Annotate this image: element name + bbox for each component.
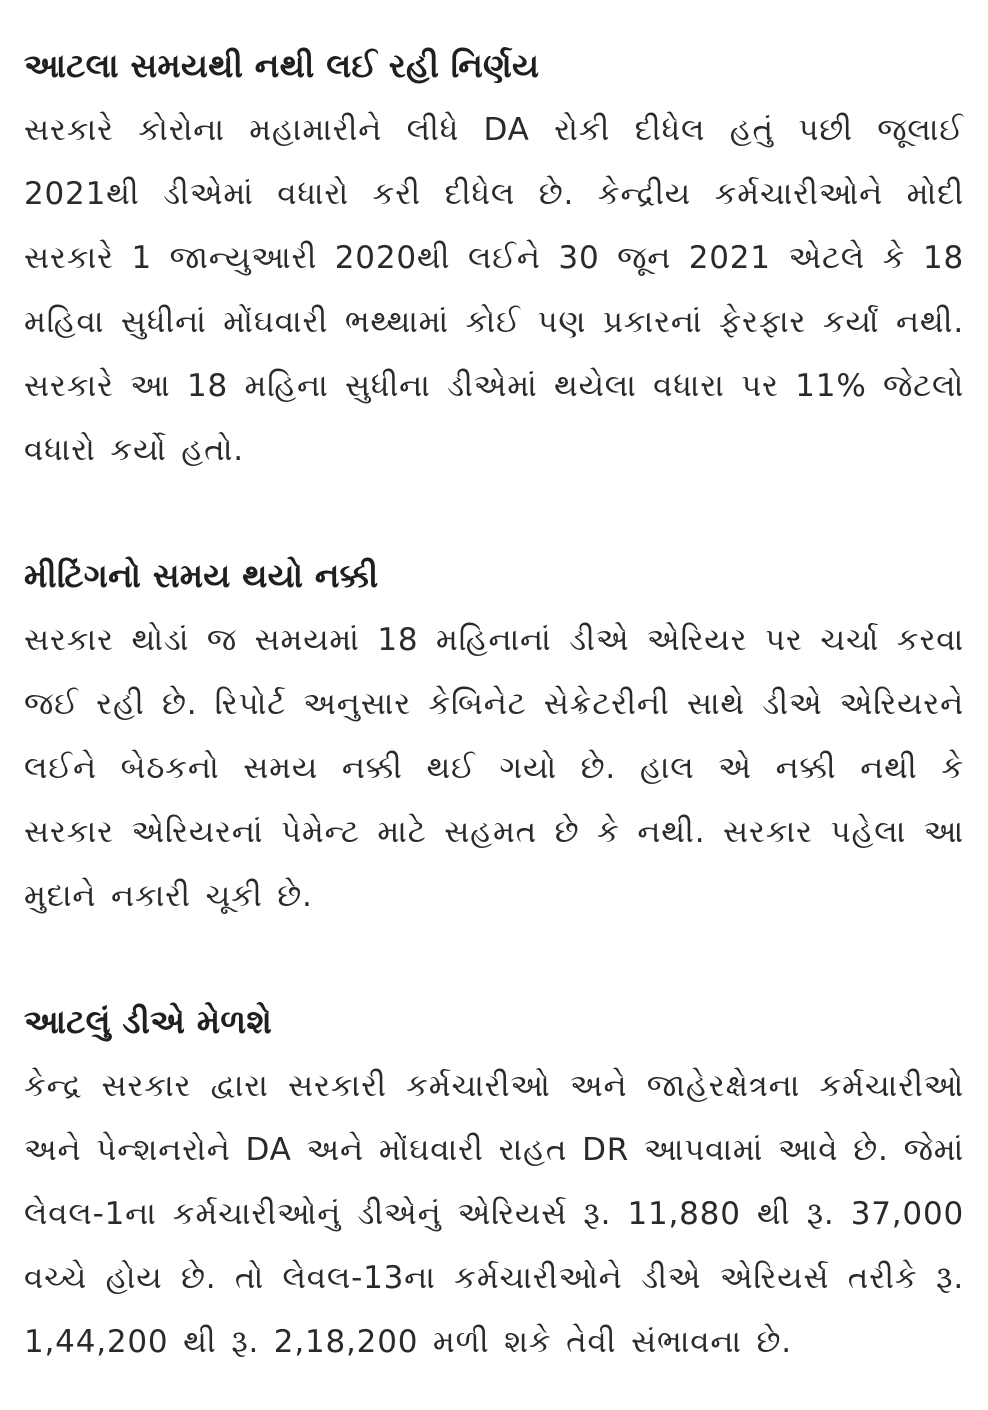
article-section-da-amount [24, 990, 964, 1374]
section-heading: આટલું ડીએ મેળશે [24, 1002, 272, 1041]
section-heading: આટલા સમયથી નથી લઈ રહી નિર્ણય [24, 46, 540, 85]
section-paragraph: કેન્દ્ર સરકાર દ્વારા સરકારી કર્મચારીઓ અને જાહેરક્ષેત્રના કર્મચારીઓ અને પેન્શનરોને DA અને મોંઘવારી રાહત DR આપવામાં આવે છે. જેમાં લેવલ-1ના કર્મચારીઓનું ડીએનું એરિયર્સ રૂ. 11,880 થી રૂ. 37,000 વચ્ચે હોય છે. તો લેવલ-13ના કર્મચારીઓને ડીએ એરિયર્સ તરીકે રૂ. 1,44,200 થી રૂ. 2,18,200 મળી શકે તેવી સંભાવના છે. [24, 1068, 964, 1360]
section-paragraph: સરકાર થોડાં જ સમયમાં 18 મહિનાનાં ડીએ એરિયર પર ચર્ચા કરવા જઈ રહી છે. રિપોર્ટ અનુસાર કેબિનેટ સેક્રેટરીની સાથે ડીએ એરિયરને લઈને બેઠકનો સમય નક્કી થઈ ગયો છે. હાલ એ નક્કી નથી કે સરકાર એરિયરનાં પેમેન્ટ માટે સહમત છે કે નથી. સરકાર પહેલા આ મુદાને નકારી ચૂકી છે. [24, 622, 964, 914]
section-paragraph: સરકારે કોરોના મહામારીને લીધે DA રોકી દીધેલ હતું પછી જૂલાઈ 2021થી ડીએમાં વધારો કરી દીધેલ છે. કેન્દ્રીય કર્મચારીઓને મોદી સરકારે 1 જાન્યુઆરી 2020થી લઈને 30 જૂન 2021 એટલે કે 18 મહિવા સુધીનાં મોંઘવારી ભથ્થામાં કોઈ પણ પ્રકારનાં ફેરફાર કર્યાં નથી. સરકારે આ 18 મહિના સુધીના ડીએમાં થયેલા વધારા પર 11% જેટલો વધારો કર્યો હતો. [24, 112, 964, 468]
section-heading: મીટિંગનો સમય થયો નક્કી [24, 556, 379, 595]
article-section-decision [24, 34, 964, 482]
article-section-meeting [24, 544, 964, 928]
